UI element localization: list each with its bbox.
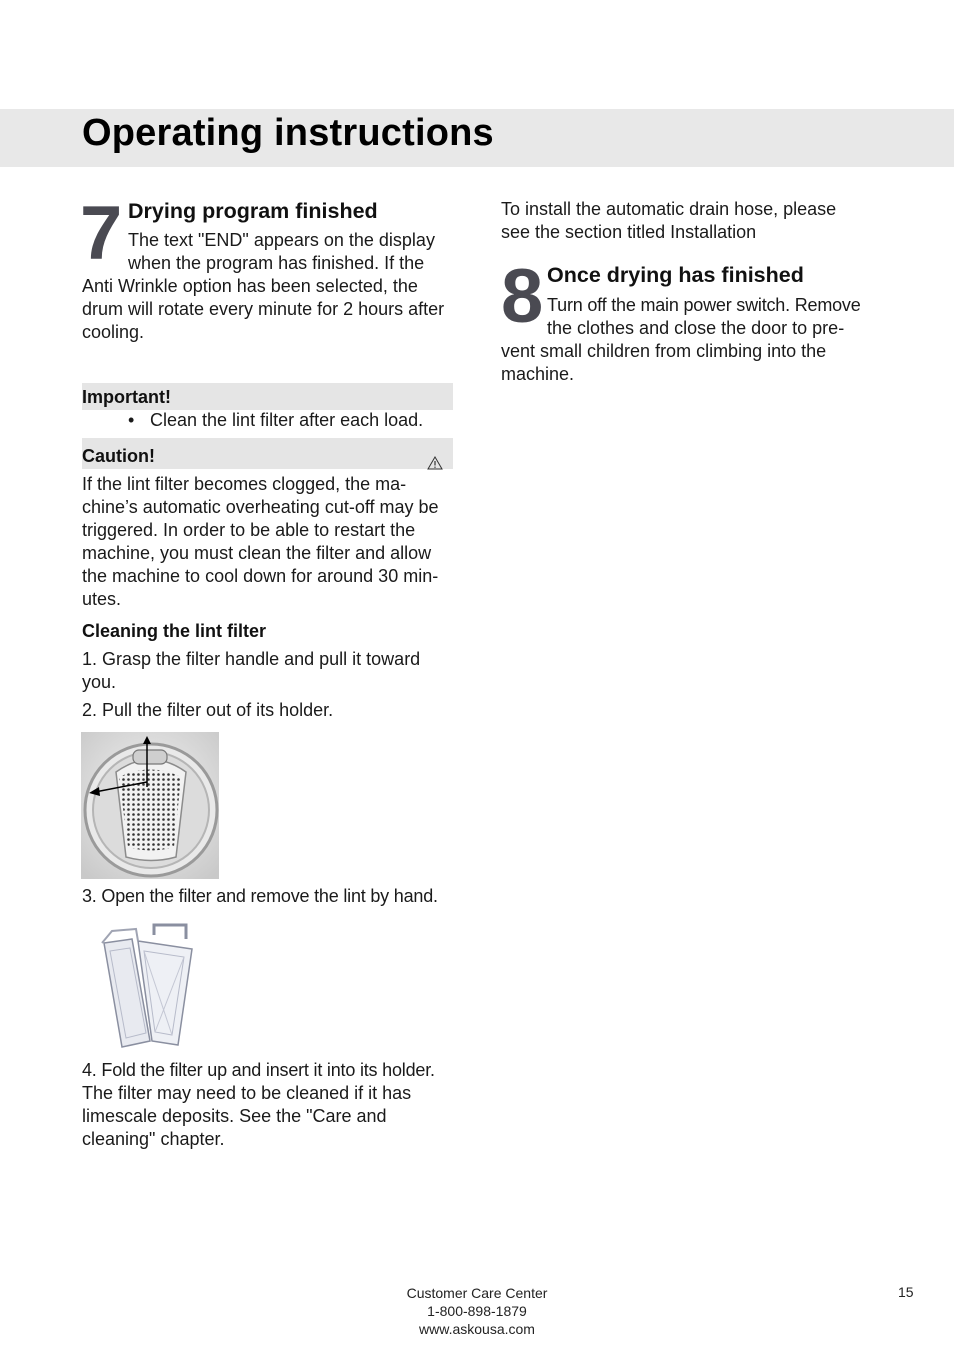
- step-7-line: Anti Wrinkle option has been selected, the: [82, 276, 418, 296]
- cleaning-step-1: [82, 648, 462, 694]
- step-8-line: vent small children from climbing into the: [501, 341, 827, 361]
- footer-customer-care: [0, 1284, 954, 1338]
- caution-text: [82, 473, 462, 611]
- important-bullet-text: Clean the lint filter after each load.: [150, 410, 424, 430]
- drain-hose-note: [501, 198, 881, 244]
- cleaning-step-1-line: 1. Grasp the filter handle and pull it toward: [82, 649, 421, 669]
- important-bullet: [128, 409, 423, 432]
- step-7-text: [82, 229, 462, 344]
- bullet-icon: •: [128, 410, 135, 430]
- drain-hose-line: To install the automatic drain hose, please: [501, 199, 837, 219]
- step-8-text: [501, 294, 891, 386]
- lint-filter-door-image: [81, 732, 219, 879]
- caution-bar: [82, 438, 453, 469]
- caution-line: If the lint filter becomes clogged, the ma-: [82, 474, 407, 494]
- step-7-line: when the program has finished. If the: [128, 253, 425, 273]
- cleaning-step-4: [82, 1059, 462, 1151]
- footer-website: www.askousa.com: [419, 1321, 535, 1337]
- step-7-line: cooling.: [82, 322, 145, 342]
- step-7-line: The text "END" appears on the display: [128, 230, 435, 250]
- step-7-line: drum will rotate every minute for 2 hours after: [82, 299, 445, 319]
- important-label: Important!: [82, 387, 171, 407]
- step-7-number: 7: [80, 191, 123, 276]
- caution-line: chine’s automatic overheating cut-off may be: [82, 497, 439, 517]
- footer-line: Customer Care Center: [406, 1285, 548, 1301]
- page-title: Operating instructions: [82, 112, 494, 154]
- step-8-line: Turn off the main power switch. Remove: [547, 295, 861, 315]
- cleaning-step-2: 2. Pull the filter out of its holder.: [82, 700, 334, 720]
- step-8-line: the clothes and close the door to pre-: [547, 318, 845, 338]
- step-8-heading: Once drying has finished: [547, 263, 804, 287]
- cleaning-step-4-line: limescale deposits. See the "Care and: [82, 1106, 387, 1126]
- cleaning-heading: Cleaning the lint filter: [82, 621, 267, 641]
- cleaning-step-3: 3. Open the filter and remove the lint by hand.: [82, 886, 438, 906]
- warning-triangle-icon: [427, 446, 443, 460]
- drain-hose-line: see the section titled Installation: [501, 222, 757, 242]
- caution-line: triggered. In order to be able to restart the: [82, 520, 416, 540]
- step-8-number: 8: [501, 254, 544, 339]
- caution-line: the machine to cool down for around 30 min-: [82, 566, 439, 586]
- cleaning-step-4-line: cleaning" chapter.: [82, 1129, 225, 1149]
- caution-line: utes.: [82, 589, 122, 609]
- cleaning-step-4-line: 4. Fold the filter up and insert it into its holder.: [82, 1060, 435, 1080]
- important-bar: [82, 383, 453, 410]
- page-number: 15: [898, 1284, 914, 1300]
- cleaning-step-1-line: you.: [82, 672, 117, 692]
- open-filter-image: [82, 921, 215, 1053]
- step-8-line: machine.: [501, 364, 575, 384]
- caution-label: Caution!: [82, 446, 155, 466]
- footer-phone: 1-800-898-1879: [427, 1303, 527, 1319]
- caution-line: machine, you must clean the filter and allow: [82, 543, 432, 563]
- cleaning-step-4-line: The filter may need to be cleaned if it has: [82, 1083, 412, 1103]
- step-7-heading: Drying program finished: [128, 199, 378, 223]
